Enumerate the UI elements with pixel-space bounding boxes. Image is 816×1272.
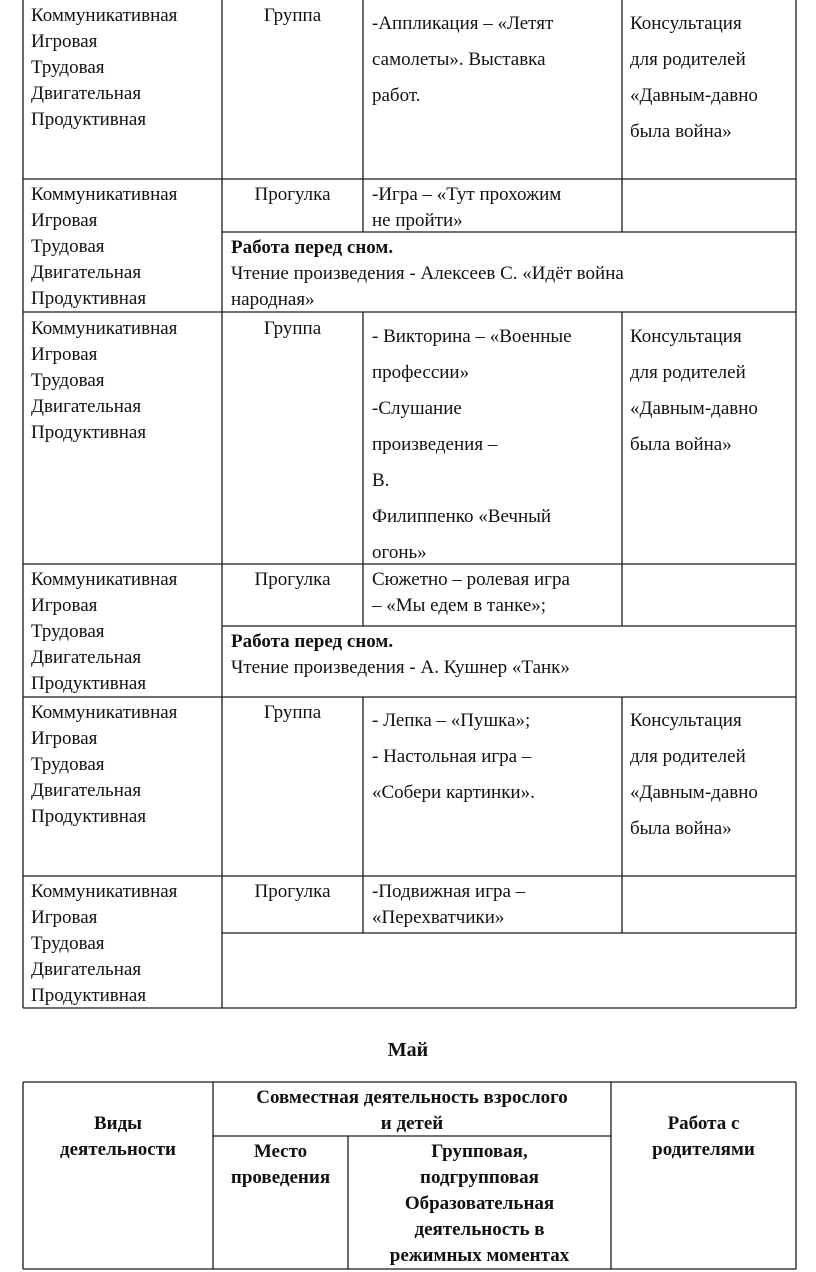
header-place: Место проведения bbox=[230, 1141, 331, 1188]
activity-type: Трудовая bbox=[31, 57, 105, 78]
place-cell: Прогулка bbox=[254, 881, 331, 902]
place-cell: Группа bbox=[263, 5, 322, 26]
activity-types-cell: Коммуникативная Игровая Трудовая Двигательная Продуктивная bbox=[31, 881, 178, 1006]
parents-cell: Консультация для родителей «Давным-давно была война» bbox=[630, 710, 758, 839]
activity-cell: -Подвижная игра – «Перехватчики» bbox=[372, 881, 526, 928]
place-cell: Прогулка bbox=[254, 184, 331, 205]
parents-cell: Консультация для родителей «Давным-давно была война» bbox=[630, 326, 758, 455]
month-title: Май bbox=[387, 1039, 429, 1061]
activity-cell: - Викторина – «Военные профессии» -Слушание произведения – В. Филиппенко «Вечный огонь» bbox=[372, 326, 572, 563]
activity-types-cell: Коммуникативная Игровая Трудовая Двигательная Продуктивная bbox=[31, 318, 178, 443]
header-parents: Работа с родителями bbox=[652, 1113, 755, 1160]
activity-type: Коммуникативная bbox=[31, 5, 178, 26]
before-sleep-cell: Работа перед сном. Чтение произведения - Алексеев С. «Идёт война народная» bbox=[231, 237, 624, 310]
activity-type: Игровая bbox=[31, 31, 98, 52]
before-sleep-cell: Работа перед сном. Чтение произведения - А. Кушнер «Танк» bbox=[231, 631, 570, 678]
activity-types-cell bbox=[31, 3, 177, 133]
place-cell: Группа bbox=[263, 318, 322, 339]
activity-type: Двигательная bbox=[31, 83, 142, 104]
activity-cell: -Игра – «Тут прохожим не пройти» bbox=[372, 184, 562, 231]
activity-cell: -Аппликация – «Летят самолеты». Выставка работ. bbox=[372, 13, 554, 106]
before-sleep-title: Работа перед сном. bbox=[231, 631, 394, 652]
activity-type: Продуктивная bbox=[31, 109, 147, 130]
place-cell: Прогулка bbox=[254, 569, 331, 590]
activity-types-cell: Коммуникативная Игровая Трудовая Двигательная Продуктивная bbox=[31, 569, 178, 694]
activity-cell: Сюжетно – ролевая игра – «Мы едем в танке»; bbox=[372, 569, 570, 616]
header-joint-activity: Совместная деятельность взрослого и детей bbox=[256, 1087, 568, 1134]
parents-cell: Консультация для родителей «Давным-давно была война» bbox=[630, 13, 758, 142]
activity-types-cell: Коммуникативная Игровая Трудовая Двигательная Продуктивная bbox=[31, 184, 178, 309]
header-activity-types: Виды деятельности bbox=[60, 1113, 176, 1160]
before-sleep-title: Работа перед сном. bbox=[231, 237, 394, 258]
activity-cell: - Лепка – «Пушка»; - Настольная игра – «Собери картинки». bbox=[372, 710, 535, 803]
header-group-activity: Групповая, подгрупповая Образовательная деятельность в режимных моментах bbox=[389, 1141, 570, 1266]
activity-types-cell: Коммуникативная Игровая Трудовая Двигательная Продуктивная bbox=[31, 702, 178, 827]
place-cell: Группа bbox=[263, 702, 322, 723]
